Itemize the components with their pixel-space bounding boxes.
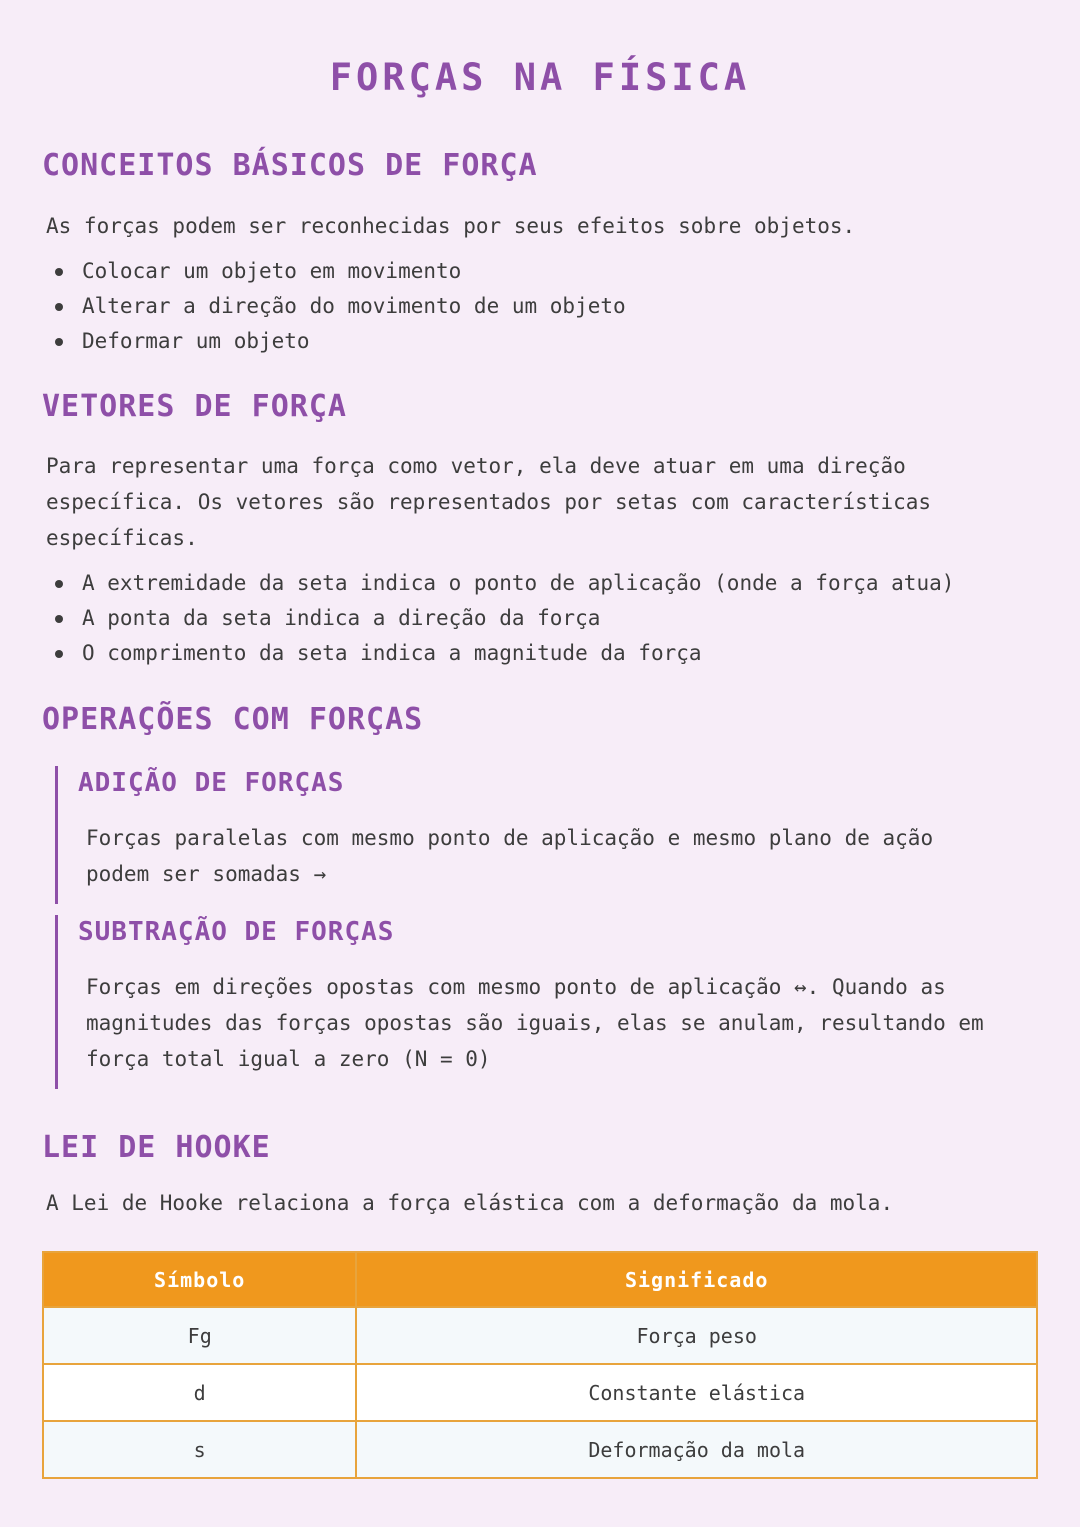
bullet-dot-icon xyxy=(55,338,63,346)
meaning-cell: Força peso xyxy=(356,1307,1037,1364)
list-item xyxy=(42,289,1038,324)
callout-heading-subtracao: SUBTRAÇÃO DE FORÇAS xyxy=(78,917,395,947)
table-row xyxy=(43,1421,1037,1478)
symbol-cell: s xyxy=(43,1421,356,1478)
meaning-cell: Deformação da mola xyxy=(356,1421,1037,1478)
section-heading-operacoes: OPERAÇÕES COM FORÇAS xyxy=(42,702,424,737)
list-item xyxy=(42,254,1038,289)
table-row xyxy=(43,1307,1037,1364)
callout-adicao-de-forcas xyxy=(55,766,1038,904)
callout-text-subtracao: Forças em direções opostas com mesmo ponto de aplicação ↔. Quando as magnitudes das forças opostas são iguais, elas se anulam, resultando em força total igual a zero (N = 0) xyxy=(86,975,984,1071)
vetores-bullet-list xyxy=(42,566,1038,671)
section-lei-de-hooke xyxy=(42,1130,1038,1479)
callout-text-adicao: Forças paralelas com mesmo ponto de aplicação e mesmo plano de ação podem ser somadas → xyxy=(86,826,934,886)
symbol-cell: Fg xyxy=(43,1307,356,1364)
list-item-label: Alterar a direção do movimento de um objeto xyxy=(82,294,626,318)
bullet-dot-icon xyxy=(55,650,63,658)
list-item-label: A ponta da seta indica a direção da força xyxy=(82,606,601,630)
bullet-dot-icon xyxy=(55,615,63,623)
page-title: FORÇAS NA FÍSICA xyxy=(329,56,751,99)
list-item xyxy=(42,566,1038,601)
vetores-intro-paragraph: Para representar uma força como vetor, ela deve atuar em uma direção específica. Os vetores são representados por setas com características específicas. xyxy=(46,454,932,550)
section-conceitos xyxy=(42,148,1038,359)
list-item-label: Colocar um objeto em movimento xyxy=(82,259,462,283)
symbol-cell: d xyxy=(43,1364,356,1421)
table-header-simbolo: Símbolo xyxy=(43,1252,356,1307)
conceitos-bullet-list xyxy=(42,254,1038,359)
callout-heading-adicao: ADIÇÃO DE FORÇAS xyxy=(78,768,345,798)
bullet-dot-icon xyxy=(55,580,63,588)
section-vetores xyxy=(42,389,1038,671)
table-header-significado: Significado xyxy=(356,1252,1037,1307)
list-item-label: Deformar um objeto xyxy=(82,329,310,353)
list-item xyxy=(42,324,1038,359)
section-heading-conceitos: CONCEITOS BÁSICOS DE FORÇA xyxy=(42,148,538,183)
conceitos-intro-paragraph: As forças podem ser reconhecidas por seus efeitos sobre objetos. xyxy=(46,214,856,238)
meaning-cell: Constante elástica xyxy=(356,1364,1037,1421)
section-heading-hooke: LEI DE HOOKE xyxy=(42,1130,271,1165)
callout-subtracao-de-forcas xyxy=(55,915,1038,1089)
list-item-label: A extremidade da seta indica o ponto de aplicação (onde a força atua) xyxy=(82,571,955,595)
list-item-label: O comprimento da seta indica a magnitude da força xyxy=(82,641,702,665)
list-item xyxy=(42,636,1038,671)
bullet-dot-icon xyxy=(55,268,63,276)
list-item xyxy=(42,601,1038,636)
hooke-intro-paragraph: A Lei de Hooke relaciona a força elástica com a deformação da mola. xyxy=(46,1191,894,1215)
hooke-symbols-table xyxy=(42,1251,1038,1479)
section-heading-vetores: VETORES DE FORÇA xyxy=(42,389,347,424)
table-header-row xyxy=(43,1252,1037,1307)
bullet-dot-icon xyxy=(55,303,63,311)
section-operacoes xyxy=(42,702,1038,1089)
table-row xyxy=(43,1364,1037,1421)
